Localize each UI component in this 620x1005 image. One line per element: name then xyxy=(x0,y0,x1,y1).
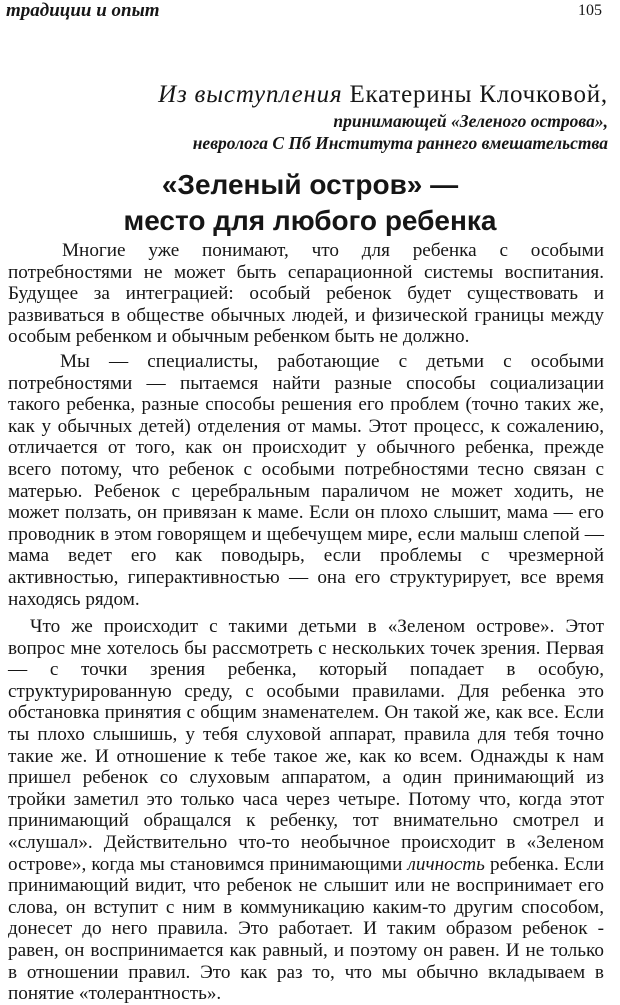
attribution-affiliation: невролога С Пб Института раннего вмешательства xyxy=(192,133,608,153)
attribution-intro: Из выступления xyxy=(158,81,343,108)
speech-attribution xyxy=(48,80,608,154)
running-title: традиции и опыт xyxy=(6,0,160,21)
paragraph-3-emphasis: личность xyxy=(407,853,485,875)
paragraph-2: Мы — специалисты, работающие с детьми с особыми потребностями — пытаемся найти разные способы социализации такого ребенка, разные способы решения его проблем (точно таких же, как у обычных детей) отделения от мамы. Этот процесс, к сожалению, отличается от того, как он происходит у обычного ребенка, прежде всего потому, что ребенок с особыми потребностями тесно связан с матерью. Ребенок с церебральным параличом не может ходить, не может ползать, он привязан к маме. Если он плохо слышит, мама — его проводник в этом говорящем и щебечущем мире, если малыш слепой — мама ведет его как поводырь, если проблемы с чрезмерной активностью, гиперактивностью — она его структурирует, все время находясь рядом. xyxy=(8,350,604,610)
paragraph-1: Многие уже понимают, что для ребенка с особыми потребностями не может быть сепарационной системы воспитания. Будущее за интеграцией: особый ребенок будет существовать и развиваться в обществе обычных людей, и физической границы между особым ребенком и обычным ребенком быть не должно. xyxy=(8,240,604,348)
page-number: 105 xyxy=(578,2,602,19)
running-header xyxy=(6,0,608,22)
attribution-name: Екатерины Клочковой, xyxy=(342,81,608,108)
attribution-speaker xyxy=(48,80,608,110)
paragraph-3 xyxy=(8,616,604,1005)
article-title-line-2: место для любого ребенка xyxy=(123,205,497,236)
article-body xyxy=(8,240,604,1005)
article-title-line-1: «Зеленый остров» — xyxy=(161,169,459,200)
paragraph-3-text-end: ребенка. Если принимающий видит, что ребенок не слышит или не воспринимает его слова, он вступит с ним в коммуникацию каким-то другим способом, донесет до него правила. Это работает. И таким образом ребенок - равен, он воспринимается как равный, и поэтому он равен. И не только в отношении правил. Это как раз то, что мы обычно вкладываем в понятие «толерантность». xyxy=(8,853,604,1005)
attribution-role: принимающей «Зеленого острова», xyxy=(333,111,608,131)
paragraph-3-text-start: Что же происходит с такими детьми в «Зеленом острове». Этот вопрос мне хотелось бы рассмотреть с нескольких точек зрения. Первая — с точки зрения ребенка, который попадает в особую, структурированную среду, с особыми правилами. Для ребенка это обстановка принятия с общим знаменателем. Он такой же, как все. Если ты плохо слышишь, у тебя слуховой аппарат, правила для тебя точно такие же. И отношение к тебе такое же, как ко всем. Однажды к нам пришел ребенок со слуховым аппаратом, а один принимающий из тройки заметил это только часа через четыре. Потому что, когда этот принимающий обращался к ребенку, тот внимательно смотрел и «слушал». Действительно что-то необычное происходит в «Зеленом острове», когда мы становимся принимающими xyxy=(8,616,604,875)
